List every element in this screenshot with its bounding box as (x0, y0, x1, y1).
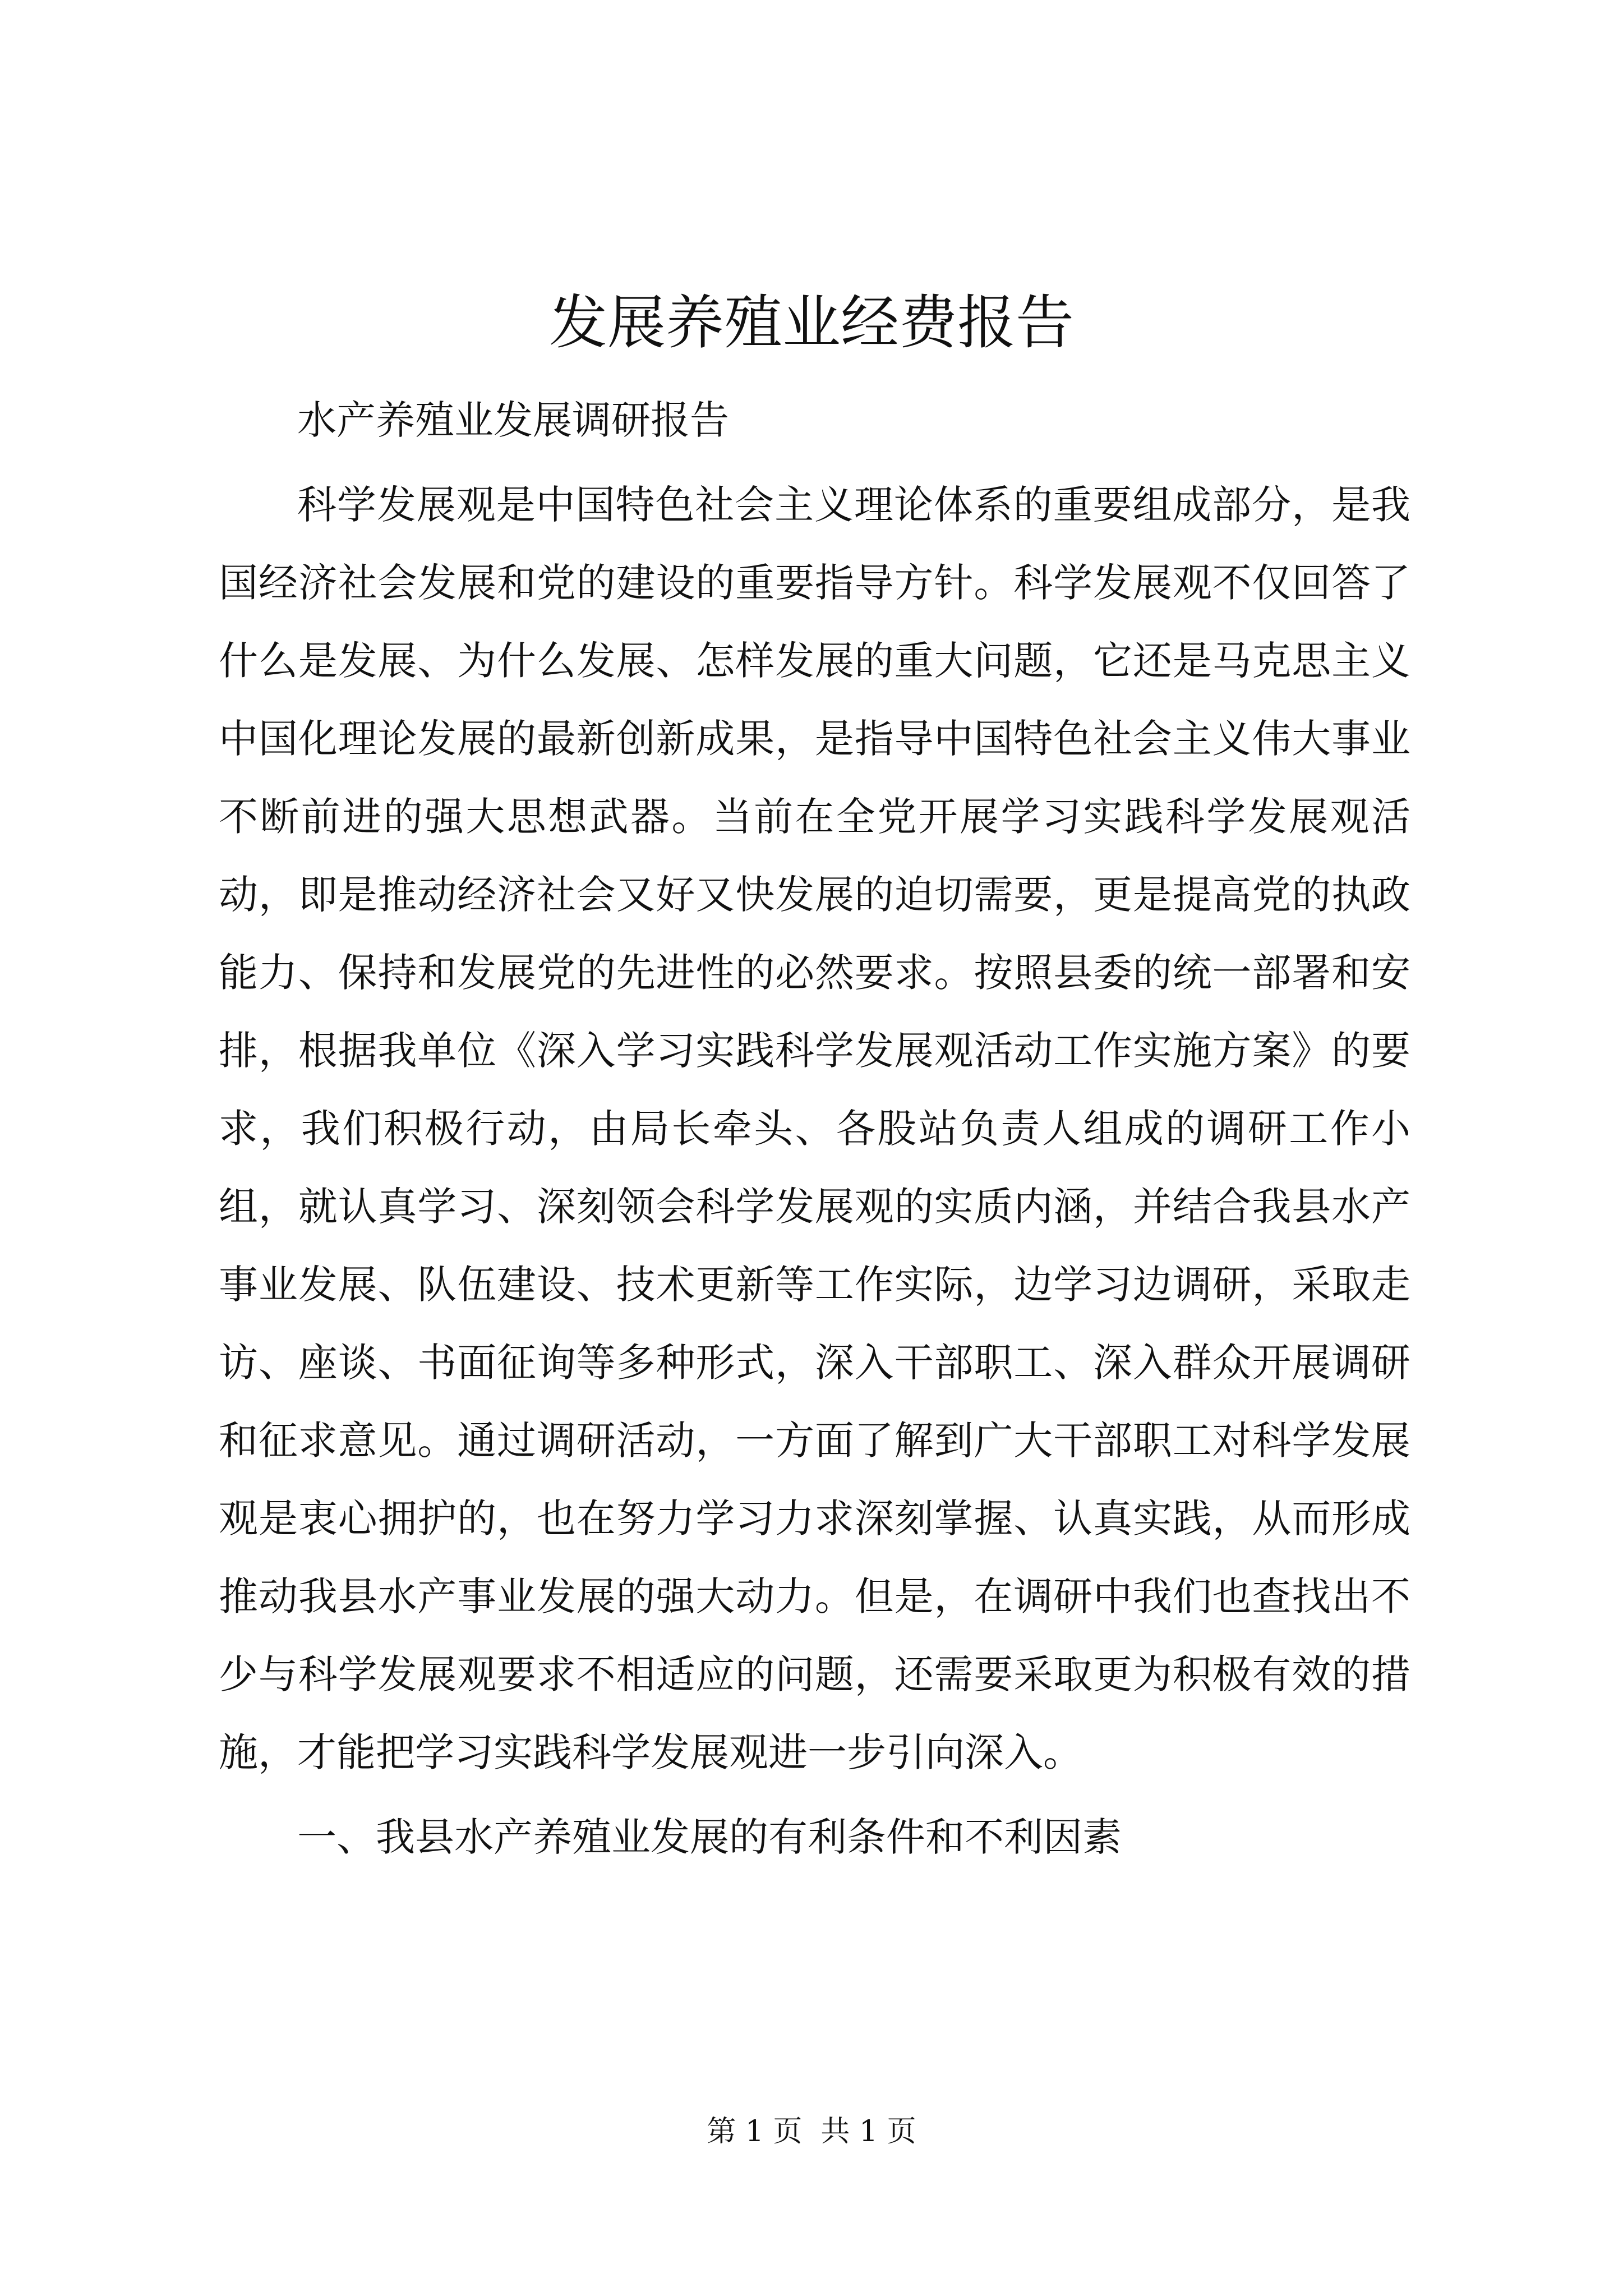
page-number: 第 1 页 共 1 页 (707, 2115, 916, 2148)
body-paragraph: 科学发展观是中国特色社会主义理论体系的重要组成部分，是我国经济社会发展和党的建设的重要指导方针。科学发展观不仅回答了什么是发展、为什么发展、怎样发展的重大问题，它还是马克思主义中国化理论发展的最新创新成果，是指导中国特色社会主义伟大事业不断前进的强大思想武器。当前在全党开展学习实践科学发展观活动，即是推动经济社会又好又快发展的迫切需要，更是提高党的执政能力、保持和发展党的先进性的必然要求。按照县委的统一部署和安排，根据我单位《深入学习实践科学发展观活动工作实施方案》的要求，我们积极行动，由局长牵头、各股站负责人组成的调研工作小组，就认真学习、深刻领会科学发展观的实质内涵，并结合我县水产事业发展、队伍建设、技术更新等工作实际，边学习边调研，采取走访、座谈、书面征询等多种形式，深入干部职工、深入群众开展调研和征求意见。通过调研活动，一方面了解到广大干部职工对科学发展观是衷心拥护的，也在努力学习力求深刻掌握、认真实践，从而形成推动我县水产事业发展的强大动力。但是，在调研中我们也查找出不少与科学发展观要求不相适应的问题，还需要采取更为积极有效的措施，才能把学习实践科学发展观进一步引向深入。 (219, 482, 1410, 1775)
document-subtitle: 水产养殖业发展调研报告 (297, 397, 729, 443)
document-body (219, 381, 1410, 1883)
section-heading: 一、我县水产养殖业发展的有利条件和不利因素 (297, 1814, 1122, 1860)
page-footer (0, 2109, 1623, 2154)
document-title: 发展养殖业经费报告 (548, 288, 1074, 357)
